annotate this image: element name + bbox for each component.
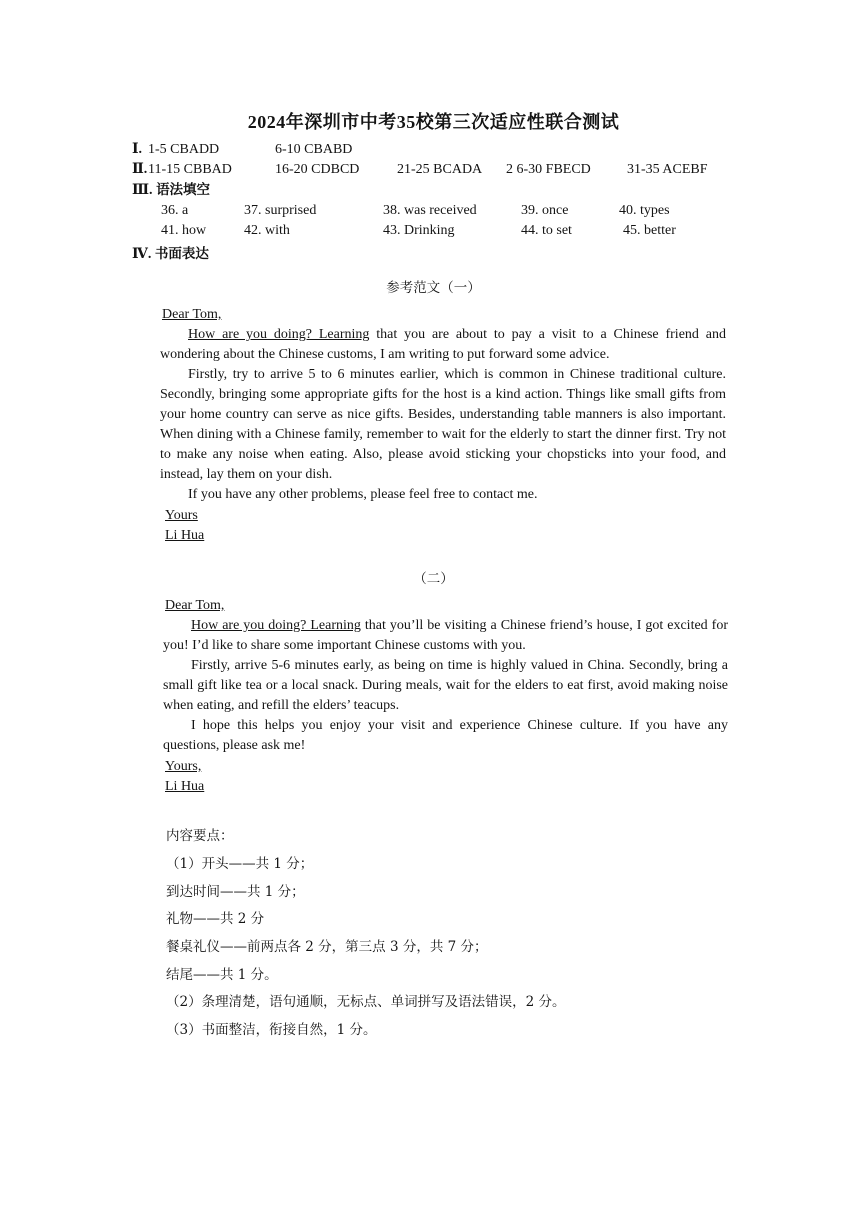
answer-44: 44. to set: [521, 223, 572, 238]
essay-2-body: [163, 616, 728, 756]
scoring-line-2: 到达时间——共 1 分；: [166, 884, 305, 900]
section-2-numeral: Ⅱ.: [132, 162, 148, 177]
essay-1-salutation: Dear Tom,: [162, 307, 222, 322]
section-1-row: [132, 140, 142, 160]
answer-11-15: 11-15 CBBAD: [148, 162, 232, 177]
answer-6-10: 6-10 CBABD: [275, 142, 353, 157]
scoring-line-7: （3）书面整洁，衔接自然，1 分。: [166, 1022, 377, 1038]
essay-1-opening-underlined: How are you doing? Learning: [188, 327, 370, 342]
essay-1-closing: If you have any other problems, please feel free to contact me.: [188, 487, 538, 502]
section-3-numeral: Ⅲ.: [132, 183, 153, 198]
answer-42: 42. with: [244, 223, 290, 238]
essay-1-signoff: Yours: [165, 508, 198, 523]
answer-40: 40. types: [619, 203, 670, 218]
answer-38: 38. was received: [383, 203, 477, 218]
section-4-numeral: Ⅳ.: [132, 247, 152, 262]
section-2-row: [132, 160, 147, 180]
section-3-heading-row: [132, 180, 210, 201]
scoring-line-1: （1）开头——共 1 分；: [166, 856, 314, 872]
answer-1-5: 1-5 CBADD: [148, 142, 220, 157]
essay-1-opening-rest: that you are about to pay a visit to a Chinese friend and wondering about the Chinese customs, I am writing to put forward some advice.: [160, 327, 726, 362]
essay-2-name: Li Hua: [165, 779, 205, 794]
essay-1-opening: [160, 325, 726, 365]
answer-21-25: 21-25 BCADA: [397, 162, 483, 177]
essay-2-main-paragraph: Firstly, arrive 5-6 minutes early, as being on time is highly valued in China. Secondly, bring a small gift like tea or a local snack. During meals, wait for the elders to eat first, avoid making noise when eating, and refill the elders’ teacups.: [163, 658, 728, 713]
answer-37: 37. surprised: [244, 203, 317, 218]
scoring-line-5: 结尾——共 1 分。: [166, 967, 278, 983]
scoring-line-6: （2）条理清楚，语句通顺，无标点、单词拼写及语法错误，2 分。: [166, 994, 566, 1010]
essay-2-opening-rest: that you’ll be visiting a Chinese friend’s house, I got excited for you! I’d like to share some important Chinese customs with you.: [163, 618, 728, 653]
answer-43: 43. Drinking: [383, 223, 455, 238]
section-4-heading-row: [132, 244, 209, 265]
answer-31-35: 31-35 ACEBF: [627, 162, 708, 177]
essay-2-closing: I hope this helps you enjoy your visit and experience Chinese culture. If you have any questions, please ask me!: [163, 718, 728, 753]
essay-2-opening: [163, 616, 728, 656]
answer-36: 36. a: [161, 203, 189, 218]
answer-16-20: 16-20 CDBCD: [275, 162, 360, 177]
scoring-heading: 内容要点：: [166, 828, 234, 844]
essay-2-opening-underlined: How are you doing? Learning: [191, 618, 361, 633]
page-title: 2024年深圳市中考35校第三次适应性联合测试: [247, 112, 620, 132]
essay-1-name: Li Hua: [165, 528, 205, 543]
answer-26-30: 2 6-30 FBECD: [506, 162, 591, 177]
essay-2-salutation: Dear Tom,: [165, 598, 225, 613]
essay-2-caption: （二）: [413, 571, 454, 587]
section-1-numeral: Ⅰ.: [132, 142, 143, 157]
scoring-line-3: 礼物——共 2 分: [166, 911, 265, 927]
answer-45: 45. better: [623, 223, 676, 238]
answer-41: 41. how: [161, 223, 207, 238]
essay-2-signoff: Yours,: [165, 759, 202, 774]
essay-1-main-paragraph: Firstly, try to arrive 5 to 6 minutes earlier, which is common in Chinese traditional culture. Secondly, bringing some appropriate gifts for the host is a kind action. Things like small gifts from your home country can serve as nice gifts. Besides, understanding table manners is also important. When dining with a Chinese family, remember to wait for the elderly to start the dinner first. Try not to make any noise when eating. Also, please avoid sticking your chopsticks into your food, and instead, lay them on your dish.: [160, 367, 726, 482]
answer-39: 39. once: [521, 203, 569, 218]
section-4-heading: 书面表达: [154, 246, 209, 262]
section-3-heading: 语法填空: [156, 182, 211, 198]
essay-1-caption: 参考范文（一）: [386, 280, 481, 296]
essay-1-body: [160, 325, 726, 505]
scoring-line-4: 餐桌礼仪——前两点各 2 分，第三点 3 分，共 7 分；: [166, 939, 488, 955]
